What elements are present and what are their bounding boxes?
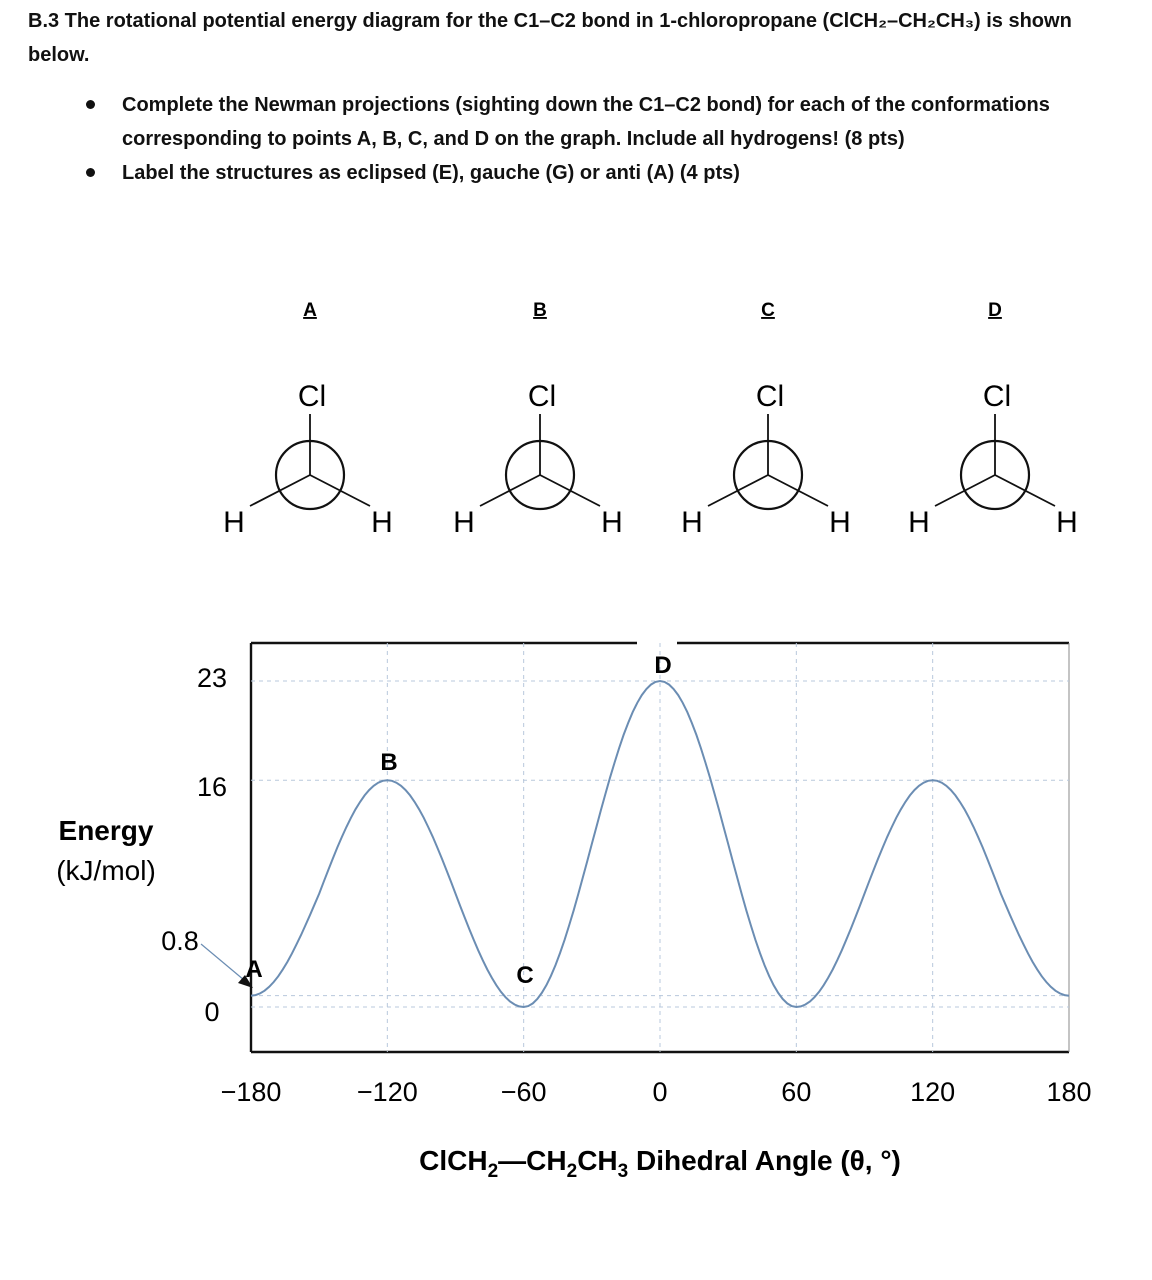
left-bond xyxy=(480,475,540,506)
question-title: B.3 The rotational potential energy diagram for the C1–C2 bond in 1-chloropropane (ClCH₂–CH₂CH₃) is shown below. xyxy=(28,10,1072,66)
top-substituent-label: Cl xyxy=(982,380,1012,413)
right-substituent-label: H xyxy=(601,506,623,539)
y-tick-label: 0 xyxy=(204,997,220,1027)
right-substituent-label: H xyxy=(1056,506,1078,539)
projection-label: B xyxy=(533,300,547,321)
projection-label: D xyxy=(988,300,1002,321)
top-substituent-label: Cl xyxy=(755,380,785,413)
left-bond xyxy=(935,475,995,506)
y-axis-unit: (kJ/mol) xyxy=(56,855,156,886)
x-tick-label: 180 xyxy=(1046,1077,1092,1107)
x-axis-title-part: CH xyxy=(577,1145,618,1176)
newman-projection-b xyxy=(453,300,623,539)
x-tick-label: −60 xyxy=(500,1077,547,1107)
right-bond xyxy=(540,475,600,506)
x-axis-title-part: Dihedral Angle (θ, °) xyxy=(628,1145,901,1176)
y-tick-label: 16 xyxy=(196,772,228,802)
left-substituent-label: H xyxy=(223,506,245,539)
left-substituent-label: H xyxy=(453,506,475,539)
point-label-a: A xyxy=(245,956,263,983)
x-axis-title-part: —CH xyxy=(498,1145,567,1176)
newman-projection-d xyxy=(908,300,1078,539)
left-bond xyxy=(250,475,310,506)
energy-chart xyxy=(56,643,1091,1182)
x-axis-title-subscript: 2 xyxy=(566,1161,578,1182)
instruction-text: Label the structures as eclipsed (E), gauche (G) or anti (A) (4 pts) xyxy=(122,162,740,184)
right-bond xyxy=(310,475,370,506)
x-tick-label: −120 xyxy=(356,1077,418,1107)
newman-projection-a xyxy=(223,300,393,539)
projection-label: C xyxy=(761,300,775,321)
instruction-text: Complete the Newman projections (sighting down the C1–C2 bond) for each of the conformations corresponding to points A, B, C, and D on the graph. Include all hydrogens! (8 pts) xyxy=(122,94,1050,150)
x-axis-title-subscript: 3 xyxy=(617,1161,629,1182)
x-tick-label: 0 xyxy=(652,1077,668,1107)
left-bond xyxy=(708,475,768,506)
top-substituent-label: Cl xyxy=(297,380,327,413)
x-axis-title-subscript: 2 xyxy=(487,1161,499,1182)
right-bond xyxy=(995,475,1055,506)
y-axis-title: Energy xyxy=(58,815,154,846)
right-substituent-label: H xyxy=(371,506,393,539)
left-substituent-label: H xyxy=(908,506,930,539)
point-label-b: B xyxy=(380,749,398,776)
y-tick-label: 0.8 xyxy=(161,926,199,956)
point-label-d: D xyxy=(654,652,672,679)
y-tick-label: 23 xyxy=(196,663,228,693)
point-label-c: C xyxy=(516,962,534,989)
left-substituent-label: H xyxy=(681,506,703,539)
x-axis-title xyxy=(419,1145,901,1182)
newman-projection-c xyxy=(681,300,851,539)
projection-label: A xyxy=(303,300,317,321)
x-axis-title-part: ClCH xyxy=(419,1145,488,1176)
right-substituent-label: H xyxy=(829,506,851,539)
leader-line xyxy=(201,944,244,980)
x-tick-label: −180 xyxy=(220,1077,282,1107)
x-tick-label: 60 xyxy=(781,1077,812,1107)
x-tick-label: 120 xyxy=(910,1077,956,1107)
top-substituent-label: Cl xyxy=(527,380,557,413)
newman-projections xyxy=(223,300,1078,539)
right-bond xyxy=(768,475,828,506)
